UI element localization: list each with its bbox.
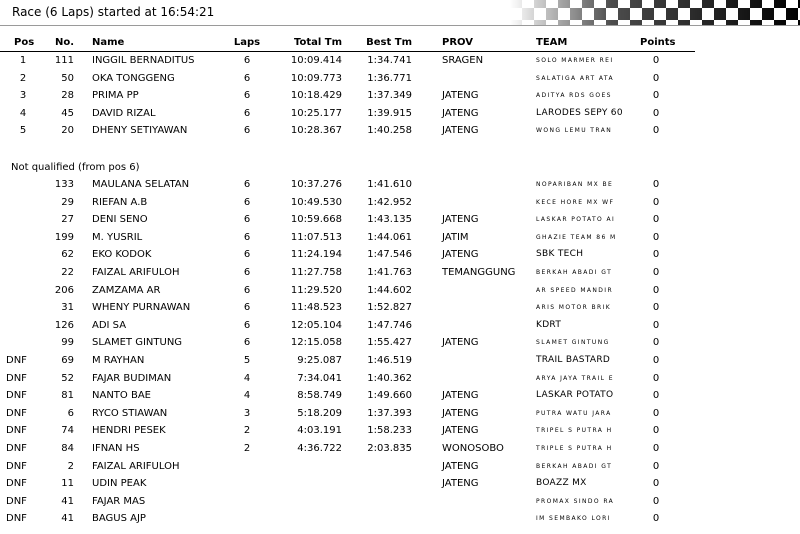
- cell-points: 0: [652, 55, 660, 66]
- header-total: Total Tm: [293, 37, 342, 48]
- cell-pos: DNF: [6, 443, 27, 454]
- cell-prov: JATENG: [442, 107, 479, 119]
- cell-pos: DNF: [6, 495, 27, 507]
- cell-no: 206: [54, 284, 74, 296]
- cell-best: 1:40.258: [367, 125, 412, 137]
- cell-no: 41: [61, 495, 74, 507]
- cell-name: FAIZAL ARIFULOH: [92, 460, 180, 472]
- cell-prov: JATENG: [442, 425, 479, 437]
- table-row: [0, 390, 700, 408]
- cell-team: GHAZIE TEAM 86 M: [536, 233, 617, 241]
- cell-no: 6: [67, 407, 74, 419]
- cell-prov: JATENG: [442, 390, 479, 402]
- table-row: [0, 108, 700, 126]
- cell-laps: 6: [243, 90, 251, 102]
- cell-name: IFNAN HS: [92, 443, 140, 454]
- table-row: [0, 55, 700, 73]
- cell-name: M. YUSRIL: [92, 231, 143, 243]
- cell-pos: DNF: [6, 478, 27, 490]
- cell-pos: 2: [19, 72, 27, 84]
- cell-prov: JATENG: [442, 460, 479, 472]
- cell-points: 0: [652, 196, 660, 208]
- cell-team: ARIS MOTOR BRIK: [536, 304, 612, 312]
- cell-team: SALATIGA ART ATA: [536, 74, 614, 82]
- cell-team: ARYA JAYA TRAIL E: [536, 374, 614, 382]
- cell-laps: 6: [243, 196, 251, 208]
- cell-laps: 4: [243, 390, 251, 402]
- cell-prov: JATIM: [442, 231, 469, 243]
- cell-team: SLAMET GINTUNG: [536, 339, 610, 347]
- cell-laps: 2: [243, 443, 251, 454]
- cell-laps: 6: [243, 284, 251, 296]
- cell-name: WHENY PURNAWAN: [92, 302, 191, 314]
- cell-prov: TEMANGGUNG: [442, 267, 516, 278]
- cell-laps: 3: [243, 407, 251, 419]
- cell-best: 1:52.827: [367, 302, 412, 314]
- table-row: [0, 73, 700, 91]
- cell-no: 41: [61, 513, 74, 525]
- cell-points: 0: [652, 125, 660, 137]
- cell-team: BOAZZ MX: [536, 478, 587, 489]
- cell-team: PROMAX SINDO RA: [536, 497, 615, 505]
- cell-no: 2: [67, 460, 74, 472]
- header-no: No.: [54, 37, 74, 48]
- cell-best: 1:44.061: [367, 231, 412, 243]
- cell-laps: 6: [243, 319, 251, 331]
- cell-total: 10:09.414: [290, 55, 342, 66]
- cell-points: 0: [652, 460, 660, 472]
- table-row: [0, 513, 700, 531]
- cell-total: 11:27.758: [290, 267, 342, 278]
- cell-name: ADI SA: [92, 319, 127, 331]
- cell-team: ADITYA RDS GOES: [536, 92, 612, 100]
- cell-no: 28: [61, 90, 74, 102]
- cell-pos: DNF: [6, 407, 27, 419]
- cell-total: 9:25.087: [297, 355, 342, 366]
- cell-pos: DNF: [6, 390, 27, 402]
- cell-laps: 6: [243, 125, 251, 137]
- cell-prov: JATENG: [442, 407, 479, 419]
- cell-name: FAJAR BUDIMAN: [92, 372, 172, 384]
- title-bar: [0, 0, 800, 27]
- cell-total: 12:15.058: [290, 337, 342, 349]
- cell-name: RYCO STIAWAN: [92, 407, 168, 419]
- cell-name: DHENY SETIYAWAN: [92, 125, 188, 137]
- cell-no: 27: [61, 214, 74, 226]
- cell-prov: JATENG: [442, 214, 479, 226]
- cell-no: 99: [61, 337, 74, 349]
- cell-team: WONG LEMU TRAN: [536, 127, 613, 135]
- cell-pos: DNF: [6, 513, 27, 525]
- cell-points: 0: [652, 495, 660, 507]
- cell-laps: 6: [243, 179, 251, 190]
- cell-name: DAVID RIZAL: [92, 107, 156, 119]
- cell-laps: 6: [243, 249, 251, 261]
- not-qualified-label: Not qualified (from pos 6): [11, 162, 140, 173]
- cell-points: 0: [652, 179, 660, 190]
- cell-name: NANTO BAE: [92, 390, 151, 402]
- cell-best: 1:36.771: [367, 72, 412, 84]
- cell-team: SBK TECH: [536, 249, 584, 260]
- cell-total: 10:28.367: [290, 125, 342, 137]
- cell-laps: 6: [243, 302, 251, 314]
- cell-total: 10:37.276: [290, 179, 342, 190]
- cell-prov: JATENG: [442, 337, 479, 349]
- cell-name: BAGUS AJP: [92, 513, 146, 525]
- cell-name: UDIN PEAK: [92, 478, 147, 490]
- cell-no: 29: [61, 196, 74, 208]
- cell-no: 45: [61, 107, 74, 119]
- cell-no: 74: [61, 425, 74, 437]
- cell-team: IM SEMBAKO LORI: [536, 515, 611, 523]
- cell-total: 10:09.773: [290, 72, 342, 84]
- cell-no: 199: [54, 231, 74, 243]
- table-row: [0, 496, 700, 514]
- cell-no: 84: [61, 443, 74, 454]
- table-row: [0, 125, 700, 143]
- cell-name: ZAMZAMA AR: [92, 284, 161, 296]
- cell-points: 0: [652, 355, 660, 366]
- cell-best: 1:41.763: [367, 267, 412, 278]
- table-row: [0, 197, 700, 215]
- cell-name: OKA TONGGENG: [92, 72, 175, 84]
- cell-points: 0: [652, 513, 660, 525]
- table-row: [0, 90, 700, 108]
- cell-name: FAIZAL ARIFULOH: [92, 267, 180, 278]
- cell-points: 0: [652, 425, 660, 437]
- cell-best: 1:55.427: [367, 337, 412, 349]
- header-pos: Pos: [14, 37, 35, 48]
- cell-pos: DNF: [6, 460, 27, 472]
- cell-points: 0: [652, 107, 660, 119]
- title-divider: [0, 25, 800, 26]
- cell-team: KDRT: [536, 319, 562, 330]
- cell-points: 0: [652, 478, 660, 490]
- cell-points: 0: [652, 407, 660, 419]
- table-row: [0, 461, 700, 479]
- cell-points: 0: [652, 319, 660, 331]
- header-prov: PROV: [442, 37, 474, 48]
- cell-total: 7:34.041: [297, 372, 342, 384]
- cell-best: 1:46.519: [367, 355, 412, 366]
- cell-pos: DNF: [6, 425, 27, 437]
- cell-best: 1:43.135: [367, 214, 412, 226]
- cell-team: AR SPEED MANDIR: [536, 286, 614, 294]
- cell-name: INGGIL BERNADITUS: [92, 55, 195, 66]
- table-row: [0, 337, 700, 355]
- cell-laps: 6: [243, 107, 251, 119]
- table-row: [0, 302, 700, 320]
- cell-team: LASKAR POTATO: [536, 390, 614, 401]
- cell-pos: 3: [19, 90, 27, 102]
- cell-best: 1:41.610: [367, 179, 412, 190]
- cell-name: EKO KODOK: [92, 249, 152, 261]
- cell-team: LARODES SEPY 60: [536, 107, 623, 118]
- cell-laps: 5: [243, 355, 251, 366]
- cell-team: TRAIL BASTARD: [536, 355, 611, 365]
- cell-total: 11:07.513: [290, 231, 342, 243]
- cell-laps: 6: [243, 267, 251, 278]
- table-row: [0, 179, 700, 197]
- cell-name: DENI SENO: [92, 214, 148, 226]
- cell-prov: JATENG: [442, 478, 479, 490]
- cell-no: 133: [54, 179, 74, 190]
- cell-best: 1:44.602: [367, 284, 412, 296]
- cell-total: 5:18.209: [297, 407, 342, 419]
- header-best: Best Tm: [366, 37, 412, 48]
- table-row: [0, 214, 700, 232]
- cell-points: 0: [652, 267, 660, 278]
- cell-laps: 4: [243, 372, 251, 384]
- cell-best: 1:37.393: [367, 407, 412, 419]
- cell-total: 11:29.520: [290, 284, 342, 296]
- cell-team: SOLO MARMER REI: [536, 57, 614, 64]
- cell-laps: 2: [243, 425, 251, 437]
- cell-prov: WONOSOBO: [442, 443, 504, 454]
- table-row: [0, 408, 700, 426]
- cell-no: 111: [54, 55, 74, 66]
- header-name: Name: [92, 37, 125, 48]
- cell-no: 52: [61, 372, 74, 384]
- cell-pos: DNF: [6, 355, 27, 366]
- table-row: [0, 249, 700, 267]
- cell-total: 10:59.668: [290, 214, 342, 226]
- cell-points: 0: [652, 284, 660, 296]
- cell-prov: SRAGEN: [442, 55, 484, 66]
- cell-team: BERKAH ABADI GT: [536, 269, 613, 276]
- cell-name: FAJAR MAS: [92, 495, 146, 507]
- cell-name: M RAYHAN: [92, 355, 145, 366]
- cell-laps: 6: [243, 214, 251, 226]
- table-row: [0, 373, 700, 391]
- cell-total: 12:05.104: [290, 319, 342, 331]
- table-row: [0, 285, 700, 303]
- cell-team: TRIPLE S PUTRA H: [536, 445, 613, 452]
- page-title: Race (6 Laps) started at 16:54:21: [12, 5, 215, 19]
- cell-no: 69: [61, 355, 74, 366]
- header-laps: Laps: [233, 37, 261, 48]
- cell-name: PRIMA PP: [92, 90, 139, 102]
- cell-best: 1:42.952: [367, 196, 412, 208]
- cell-prov: JATENG: [442, 90, 479, 102]
- cell-prov: JATENG: [442, 249, 479, 261]
- cell-best: 1:47.546: [367, 249, 412, 261]
- checkered-flag-icon: [510, 0, 800, 25]
- cell-total: 11:24.194: [290, 249, 342, 261]
- cell-pos: 1: [19, 55, 27, 66]
- cell-best: 1:40.362: [367, 372, 412, 384]
- cell-no: 62: [61, 249, 74, 261]
- cell-total: 8:58.749: [297, 390, 342, 402]
- cell-laps: 6: [243, 72, 251, 84]
- cell-points: 0: [652, 249, 660, 261]
- cell-best: 1:34.741: [367, 55, 412, 66]
- table-row: [0, 478, 700, 496]
- cell-total: 10:18.429: [290, 90, 342, 102]
- cell-no: 20: [61, 125, 74, 137]
- cell-points: 0: [652, 90, 660, 102]
- cell-team: BERKAH ABADI GT: [536, 462, 613, 470]
- cell-pos: DNF: [6, 372, 27, 384]
- cell-no: 11: [61, 478, 74, 490]
- cell-points: 0: [652, 214, 660, 226]
- cell-total: 4:03.191: [297, 425, 342, 437]
- cell-best: 1:47.746: [367, 319, 412, 331]
- cell-points: 0: [652, 72, 660, 84]
- table-row: [0, 320, 700, 338]
- header-team: TEAM: [536, 37, 568, 48]
- cell-pos: 4: [19, 107, 27, 119]
- cell-laps: 6: [243, 231, 251, 243]
- cell-laps: 6: [243, 337, 251, 349]
- cell-total: 4:36.722: [297, 443, 342, 454]
- cell-points: 0: [652, 443, 660, 454]
- cell-best: 1:49.660: [367, 390, 412, 402]
- header-points: Points: [640, 37, 676, 48]
- cell-team: LASKAR POTATO AI: [536, 216, 616, 224]
- cell-points: 0: [652, 337, 660, 349]
- cell-points: 0: [652, 302, 660, 314]
- cell-team: NOPARIBAN MX BE: [536, 181, 614, 188]
- cell-no: 22: [61, 267, 74, 278]
- table-row: [0, 232, 700, 250]
- cell-team: TRIPEL S PUTRA H: [536, 427, 613, 435]
- cell-points: 0: [652, 231, 660, 243]
- cell-team: PUTRA WATU JARA: [536, 409, 612, 417]
- cell-points: 0: [652, 372, 660, 384]
- table-row: [0, 425, 700, 443]
- cell-best: 1:58.233: [367, 425, 412, 437]
- cell-prov: JATENG: [442, 125, 479, 137]
- cell-pos: 5: [19, 125, 27, 137]
- cell-no: 126: [54, 319, 74, 331]
- cell-team: KECE HORE MX WF: [536, 198, 615, 206]
- table-row: [0, 355, 700, 373]
- cell-laps: 6: [243, 55, 251, 66]
- cell-best: 1:37.349: [367, 90, 412, 102]
- cell-name: MAULANA SELATAN: [92, 179, 190, 190]
- cell-no: 31: [61, 302, 74, 314]
- cell-total: 10:25.177: [290, 107, 342, 119]
- header-divider: [0, 51, 695, 52]
- cell-no: 50: [61, 72, 74, 84]
- cell-points: 0: [652, 390, 660, 402]
- cell-name: SLAMET GINTUNG: [92, 337, 183, 349]
- cell-best: 2:03.835: [367, 443, 412, 454]
- cell-total: 10:49.530: [290, 196, 342, 208]
- table-row: [0, 443, 700, 461]
- cell-total: 11:48.523: [290, 302, 342, 314]
- cell-name: RIEFAN A.B: [92, 196, 148, 208]
- cell-best: 1:39.915: [367, 107, 412, 119]
- cell-name: HENDRI PESEK: [92, 425, 166, 437]
- table-row: [0, 267, 700, 285]
- cell-no: 81: [61, 390, 74, 402]
- table-header: [0, 37, 700, 51]
